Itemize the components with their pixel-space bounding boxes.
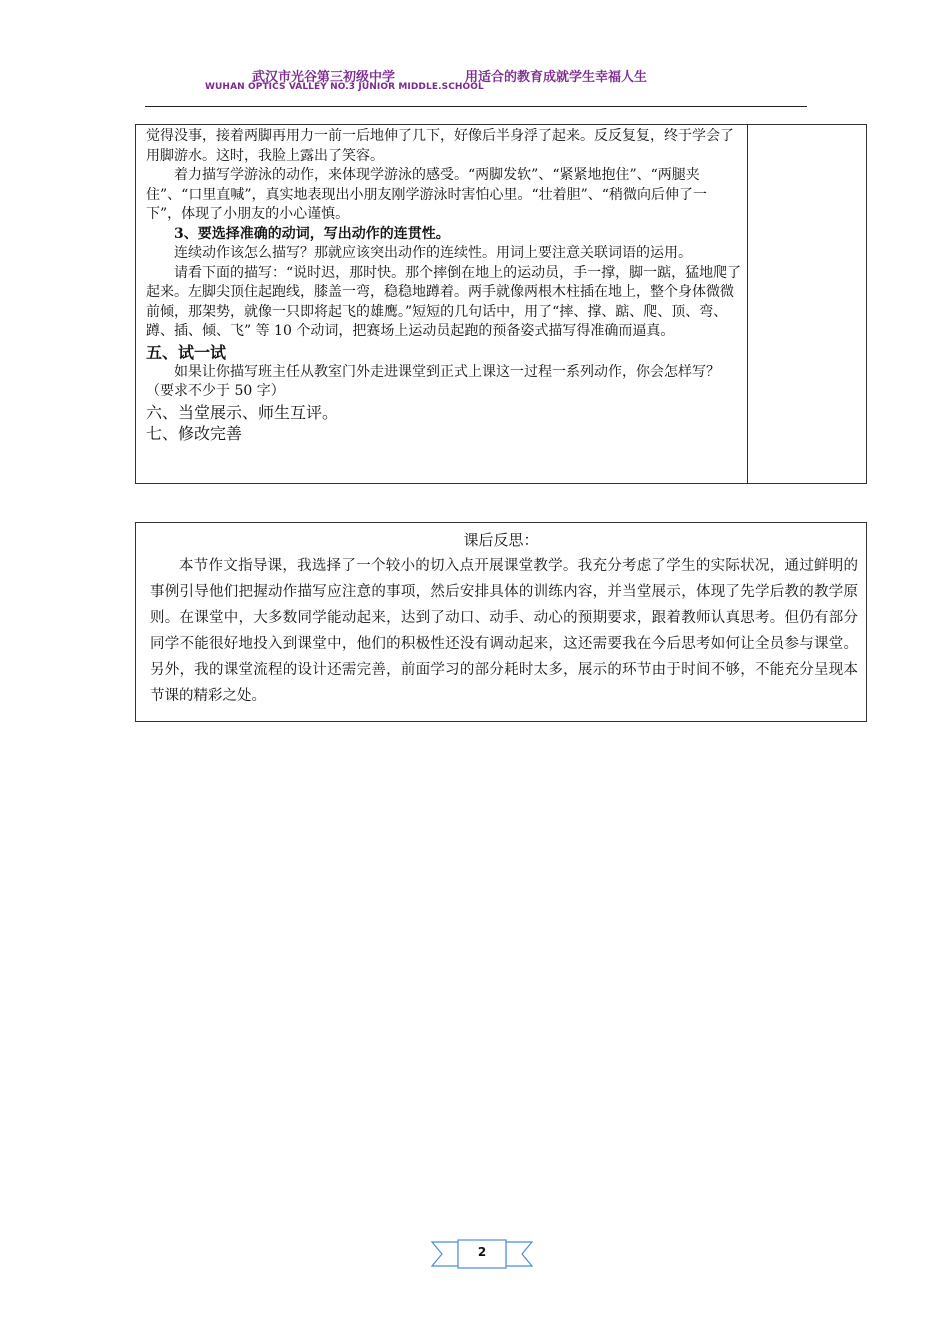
table-column-divider [747,125,748,483]
lesson-paragraph-6: 如果让你描写班主任从教室门外走进课堂到正式上课这一过程一系列动作，你会怎样写？（要求不少于 50 字） [146,363,720,399]
reflection-body: 本节作文指导课，我选择了一个较小的切入点开展课堂教学。我充分考虑了学生的实际状况，通过鲜明的事例引导他们把握动作描写应注意的事项，然后安排具体的训练内容，并当堂展示，体现了先学后教的教学原则。在课堂中，大多数同学能动起来，达到了动口、动手、动心的预期要求，跟着教师认真思考。但仍有部分同学不能很好地投入到课堂中，他们的积极性还没有调动起来，这还需要我在今后思考如何让全员参与课堂。另外，我的课堂流程的设计还需完善，前面学习的部分耗时太多，展示的环节由于时间不够，不能充分呈现本节课的精彩之处。 [150,558,858,704]
lesson-paragraph-2: 着力描写学游泳的动作，来体现学游泳的感受。“两脚发软”、“紧紧地抱住”、“两腿夹住”、“口里直喊”，真实地表现出小朋友刚学游泳时害怕心里。“壮着胆”、“稍微向后伸了一下”，体现了小朋友的小心谨慎。 [146,167,707,222]
school-name-en: WUHAN OPTICS VALLEY NO.3 JUNIOR MIDDLE.SCHOOL [205,82,484,92]
lesson-table [135,124,867,484]
lesson-paragraph-4: 连续动作该怎么描写？那就应该突出动作的连续性。用词上要注意关联词语的运用。 [174,245,692,261]
reflection-box [135,522,867,722]
lesson-paragraph-5: 请看下面的描写：“说时迟，那时快。那个摔倒在地上的运动员，手一撑，脚一踮，猛地爬了起来。左脚尖顶住起跑线，膝盖一弯，稳稳地蹲着。两手就像两根木柱插在地上，整个身体微微前倾，那架势，就像一只即将起飞的雄鹰。”短短的几句话中，用了“摔、撑、踮、爬、顶、弯、蹲、插、倾、飞” 等 10 个动词，把赛场上运动员起跑的预备姿式描写得准确而逼真。 [146,264,742,339]
page-number: 2 [477,1245,487,1259]
school-motto: 用适合的教育成就学生幸福人生 [465,70,648,85]
section-7-heading: 七、修改完善 [146,423,243,443]
header-divider [145,106,807,107]
school-name-cn: 武汉市光谷第三初级中学 [252,70,396,85]
lesson-content [146,127,742,444]
lesson-paragraph-1: 觉得没事，接着两脚再用力一前一后地伸了几下，好像后半身浮了起来。反反复复，终于学会了用脚游水。这时，我脸上露出了笑容。 [146,128,734,164]
section-6-heading: 六、当堂展示、师生互评。 [146,402,339,422]
reflection-title: 课后反思： [463,531,539,549]
lesson-point-3: 3、要选择准确的动词，写出动作的连贯性。 [174,225,450,242]
page-header [0,64,950,104]
page-number-badge [430,1236,534,1272]
section-5-heading: 五、试一试 [146,342,227,362]
